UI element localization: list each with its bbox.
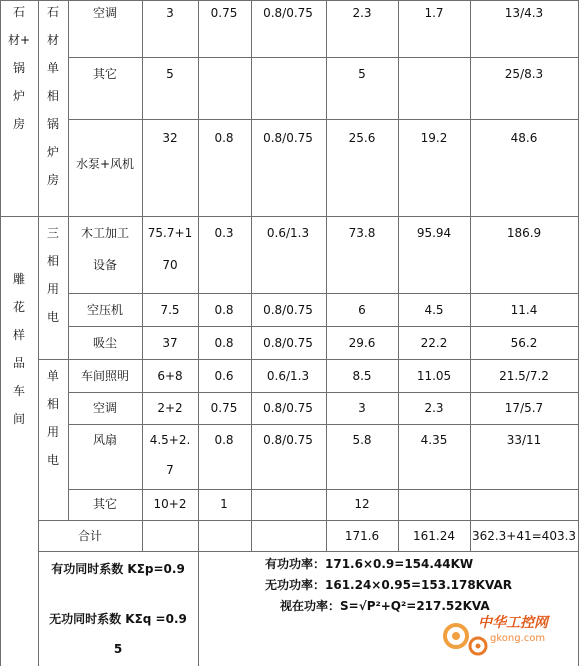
total-reactive-power: 161.24 (413, 529, 455, 543)
row-2-reactive-power: 19.2 (420, 131, 448, 145)
row-3-demand-factor: 0.3 (214, 226, 234, 240)
row-2-demand-factor: 0.8 (214, 131, 234, 145)
row-3-name-line1: 木工加工 (80, 226, 130, 240)
row-4-power-factor: 0.8/0.75 (263, 303, 313, 317)
row-9-active-power: 12 (354, 497, 370, 511)
row-6-active-power: 8.5 (352, 369, 372, 383)
row-8-capacity-line2: 7 (166, 463, 174, 477)
row-6-capacity: 6+8 (157, 369, 183, 383)
group-boiler-room: 石 材+ 锅 炉 房 (7, 5, 31, 131)
row-6-name: 车间照明 (80, 369, 130, 383)
row-8-active-power: 5.8 (352, 433, 372, 447)
row-0-capacity: 3 (166, 6, 174, 20)
row-7-power-factor: 0.8/0.75 (263, 401, 313, 415)
group-carving-workshop: 雕 花 样 品 车 间 (12, 272, 26, 426)
row-4-active-power: 6 (358, 303, 366, 317)
row-0-demand-factor: 0.75 (210, 6, 238, 20)
row-6-demand-factor: 0.6 (214, 369, 234, 383)
row-4-current: 11.4 (510, 303, 538, 317)
row-0-power-factor: 0.8/0.75 (263, 6, 313, 20)
row-2-capacity: 32 (162, 131, 178, 145)
row-4-reactive-power: 4.5 (424, 303, 444, 317)
watermark-url: gkong.com (490, 633, 546, 644)
row-5-demand-factor: 0.8 (214, 336, 234, 350)
row-7-capacity: 2+2 (157, 401, 183, 415)
row-1-active-power: 5 (358, 67, 366, 81)
row-5-name: 吸尘 (92, 336, 118, 350)
row-5-power-factor: 0.8/0.75 (263, 336, 313, 350)
row-0-name: 空调 (92, 6, 118, 20)
group-three-phase: 三 相 用 电 (46, 226, 60, 324)
row-8-demand-factor: 0.8 (214, 433, 234, 447)
row-1-name: 其它 (92, 67, 118, 81)
row-7-current: 17/5.7 (504, 401, 544, 415)
group-boiler-single-phase: 石 材 单 相 锅 炉 房 (46, 5, 60, 187)
row-3-reactive-power: 95.94 (416, 226, 452, 240)
active-power-result: 有功功率：171.6×0.9=154.44KW (265, 557, 474, 571)
row-0-reactive-power: 1.7 (424, 6, 444, 20)
row-8-power-factor: 0.8/0.75 (263, 433, 313, 447)
row-1-capacity: 5 (166, 67, 174, 81)
row-3-active-power: 73.8 (348, 226, 376, 240)
row-3-name-line2: 设备 (92, 258, 118, 272)
watermark-name: 中华工控网 (478, 615, 548, 631)
row-8-reactive-power: 4.35 (420, 433, 448, 447)
row-6-power-factor: 0.6/1.3 (266, 369, 310, 383)
row-0-current: 13/4.3 (504, 6, 544, 20)
row-3-power-factor: 0.6/1.3 (266, 226, 310, 240)
apparent-power-result: 视在功率：S=√P²+Q²=217.52KVA (280, 599, 490, 613)
row-4-demand-factor: 0.8 (214, 303, 234, 317)
row-7-name: 空调 (92, 401, 118, 415)
reactive-simultaneity-factor: 无功同时系数 KΣq =0.9 (49, 612, 187, 626)
row-1-current: 25/8.3 (504, 67, 544, 81)
reactive-power-result: 无功功率：161.24×0.95=153.178KVAR (265, 578, 512, 592)
row-9-demand-factor: 1 (220, 497, 228, 511)
row-2-active-power: 25.6 (348, 131, 376, 145)
total-active-power: 171.6 (344, 529, 380, 543)
reactive-simultaneity-factor-cont: 5 (113, 642, 123, 656)
row-2-current: 48.6 (510, 131, 538, 145)
active-simultaneity-factor: 有功同时系数 KΣp=0.9 (51, 562, 185, 576)
row-6-reactive-power: 11.05 (416, 369, 452, 383)
row-8-capacity-line1: 4.5+2. (149, 433, 191, 447)
row-6-current: 21.5/7.2 (499, 369, 549, 383)
row-9-name: 其它 (92, 497, 118, 511)
total-current: 362.3+41=403.3 (471, 529, 577, 543)
row-2-name: 水泵+风机 (75, 157, 135, 171)
row-5-current: 56.2 (510, 336, 538, 350)
row-7-demand-factor: 0.75 (210, 401, 238, 415)
group-single-phase: 单 相 用 电 (46, 369, 60, 467)
row-8-name: 风扇 (92, 433, 118, 447)
total-label: 合计 (77, 529, 103, 543)
row-7-active-power: 3 (358, 401, 366, 415)
row-4-name: 空压机 (86, 303, 124, 317)
row-3-capacity-line2: 70 (162, 258, 178, 272)
row-8-current: 33/11 (506, 433, 542, 447)
row-7-reactive-power: 2.3 (424, 401, 444, 415)
row-5-active-power: 29.6 (348, 336, 376, 350)
row-4-capacity: 7.5 (160, 303, 180, 317)
row-3-current: 186.9 (506, 226, 542, 240)
row-9-capacity: 10+2 (153, 497, 187, 511)
row-3-capacity-line1: 75.7+1 (147, 226, 193, 240)
row-0-active-power: 2.3 (352, 6, 372, 20)
row-2-power-factor: 0.8/0.75 (263, 131, 313, 145)
row-5-reactive-power: 22.2 (420, 336, 448, 350)
row-5-capacity: 37 (162, 336, 178, 350)
